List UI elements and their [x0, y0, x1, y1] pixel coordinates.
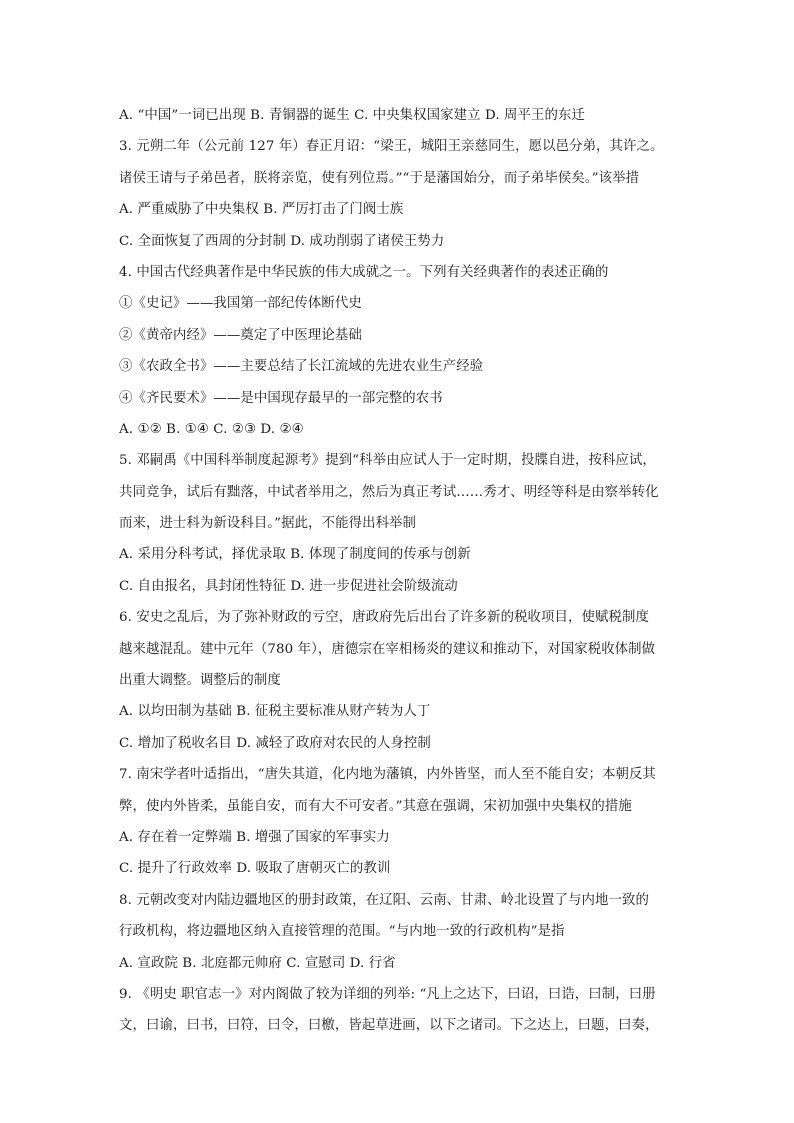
text-line: 越来越混乱。建中元年（780 年），唐德宗在宰相杨炎的建议和推动下，对国家税收体制做 [119, 641, 656, 657]
text-line: A. 严重威胁了中央集权 B. 严厉打击了门阀士族 [119, 202, 404, 218]
text-line: ②《黄帝内经》——奠定了中医理论基础 [119, 327, 362, 343]
text-line: 4. 中国古代经典著作是中华民族的伟大成就之一。下列有关经典著作的表述正确的 [119, 264, 609, 280]
text-line: A. 宣政院 B. 北庭都元帅府 C. 宣慰司 D. 行省 [119, 955, 396, 971]
text-line: 共同竞争，试后有黜落，中试者举用之，然后为真正考试……秀才、明经等科是由察举转化 [119, 484, 659, 500]
text-line: 诸侯王请与子弟邑者，朕将亲览，使有列位焉。”“于是藩国始分，而子弟毕侯矣。”该举措 [119, 170, 640, 186]
text-line: C. 增加了税收名目 D. 减轻了政府对农民的人身控制 [119, 735, 431, 751]
text-line: A. ①② B. ①④ C. ②③ D. ②④ [119, 421, 304, 437]
text-line: C. 全面恢复了西周的分封制 D. 成功削弱了诸侯王势力 [119, 233, 445, 249]
text-line: 8. 元朝改变对内陆边疆地区的册封政策，在辽阳、云南、甘肃、岭北设置了与内地一致的 [119, 892, 649, 908]
text-line: 9. 《明史 职官志一》对内阁做了较为详细的列举: “凡上之达下，曰诏，曰诰，曰制，曰册 [119, 986, 656, 1002]
text-line: ④《齐民要术》——是中国现存最早的一部完整的农书 [119, 390, 443, 406]
text-line: ①《史记》——我国第一部纪传体断代史 [119, 296, 362, 312]
text-line: A. “中国”一词已出现 B. 青铜器的诞生 C. 中央集权国家建立 D. 周平王的东迁 [119, 108, 585, 123]
text-line: C. 提升了行政效率 D. 吸取了唐朝灭亡的教训 [119, 861, 391, 877]
text-line: 6. 安史之乱后，为了弥补财政的亏空，唐政府先后出台了许多新的税收项目，使赋税制度 [119, 610, 649, 626]
text-line: A. 采用分科考试，择优录取 B. 体现了制度间的传承与创新 [119, 547, 471, 563]
text-line: A. 以均田制为基础 B. 征税主要标准从财产转为人丁 [119, 704, 431, 720]
text-line: 文，曰谕，曰书，曰符，曰令，曰檄，皆起草进画，以下之诸司。下之达上，曰题，曰奏， [119, 1018, 659, 1034]
text-line: 而来，进士科为新设科目。”据此，不能得出科举制 [119, 516, 417, 532]
text-line: 5. 邓嗣禹《中国科举制度起源考》提到“科举由应试人于一定时期，投牒自进，按科应试， [119, 453, 656, 469]
text-line: 弊，使内外皆柔，虽能自安，而有大不可安者。”其意在强调，宋初加强中央集权的措施 [119, 798, 632, 814]
text-line: 出重大调整。调整后的制度 [119, 673, 281, 689]
text-line: C. 自由报名，具封闭性特征 D. 进一步促进社会阶级流动 [119, 578, 458, 594]
text-line: 7. 南宋学者叶适指出，“唐失其道，化内地为藩镇，内外皆坚，而人至不能自安；本朝反其 [119, 767, 656, 783]
text-line: 行政机构，将边疆地区纳入直接管理的范围。“与内地一致的行政机构”是指 [119, 924, 565, 940]
document-body [119, 100, 684, 1042]
text-line: ③《农政全书》——主要总结了长江流域的先进农业生产经验 [119, 359, 484, 375]
text-line: A. 存在着一定弊端 B. 增强了国家的军事实力 [119, 829, 390, 845]
text-line: 3. 元朔二年（公元前 127 年）春正月诏：“梁王，城阳王亲慈同生，愿以邑分弟，其许之。 [119, 139, 664, 155]
